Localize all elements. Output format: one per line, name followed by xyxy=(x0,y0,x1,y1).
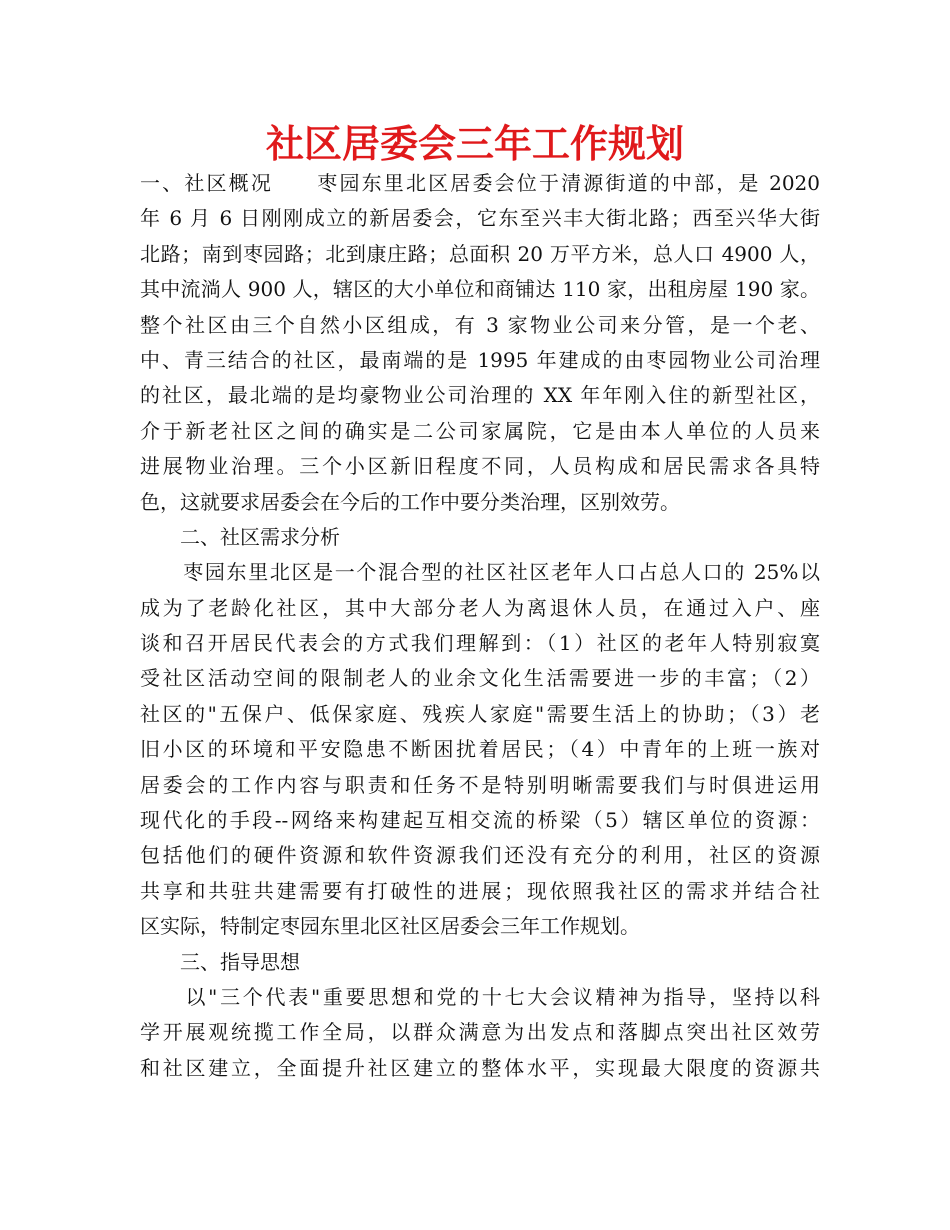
body-line: 社区的"五保户、低保家庭、残疾人家庭"需要生活上的协助；（3）老 xyxy=(140,701,820,726)
section-heading: 二、社区需求分析 xyxy=(140,524,340,549)
body-line: 以"三个代表"重要思想和党的十七大会议精神为指导，坚持以科 xyxy=(140,984,820,1009)
document-title: 社区居委会三年工作规划 xyxy=(265,122,684,166)
body-line: 的社区，最北端的是均豪物业公司治理的 XX 年年刚入住的新型社区， xyxy=(140,383,820,408)
body-line: 和社区建立，全面提升社区建立的整体水平，实现最大限度的资源共 xyxy=(140,1055,820,1080)
body-line: 受社区活动空间的限制老人的业余文化生活需要进一步的丰富；（2） xyxy=(140,666,820,691)
body-line: 北路；南到枣园路；北到康庄路；总面积 20 万平方米，总人口 4900 人， xyxy=(140,241,820,266)
body-line: 色，这就要求居委会在今后的工作中要分类治理，区别效劳。 xyxy=(140,489,680,514)
body-line: 年 6 月 6 日刚刚成立的新居委会，它东至兴丰大街北路；西至兴华大街 xyxy=(140,206,820,231)
body-line: 现代化的手段--网络来构建起互相交流的桥梁（5）辖区单位的资源： xyxy=(140,808,820,833)
body-line: 进展物业治理。三个小区新旧程度不同，人员构成和居民需求各具特 xyxy=(140,454,820,479)
body-line: 居委会的工作内容与职责和任务不是特别明晰需要我们与时俱进运用 xyxy=(140,772,820,797)
body-line: 成为了老龄化社区，其中大部分老人为离退休人员，在通过入户、座 xyxy=(140,595,820,620)
body-line: 介于新老社区之间的确实是二公司家属院，它是由本人单位的人员来 xyxy=(140,418,820,443)
document-body xyxy=(140,166,820,1086)
body-line: 学开展观统揽工作全局，以群众满意为出发点和落脚点突出社区效劳 xyxy=(140,1020,820,1045)
body-line: 共享和共驻共建需要有打破性的进展；现依照我社区的需求并结合社 xyxy=(140,878,820,903)
body-line: 枣园东里北区是一个混合型的社区社区老年人口占总人口的 25%以 xyxy=(140,560,820,585)
body-line: 谈和召开居民代表会的方式我们理解到：（1）社区的老年人特别寂寞 xyxy=(140,631,820,656)
body-line: 中、青三结合的社区，最南端的是 1995 年建成的由枣园物业公司治理 xyxy=(140,347,820,372)
body-line: 区实际，特制定枣园东里北区社区居委会三年工作规划。 xyxy=(140,914,640,939)
body-line: 整个社区由三个自然小区组成，有 3 家物业公司来分管，是一个老、 xyxy=(140,312,820,337)
body-line: 旧小区的环境和平安隐患不断困扰着居民；（4）中青年的上班一族对 xyxy=(140,737,820,762)
body-line: 包括他们的硬件资源和软件资源我们还没有充分的利用，社区的资源 xyxy=(140,843,820,868)
body-line: 一、社区概况 枣园东里北区居委会位于清源街道的中部，是 2020 xyxy=(140,171,820,195)
body-line: 其中流淌人 900 人，辖区的大小单位和商铺达 110 家，出租房屋 190 家。 xyxy=(140,277,820,302)
section-heading: 三、指导思想 xyxy=(140,949,300,974)
